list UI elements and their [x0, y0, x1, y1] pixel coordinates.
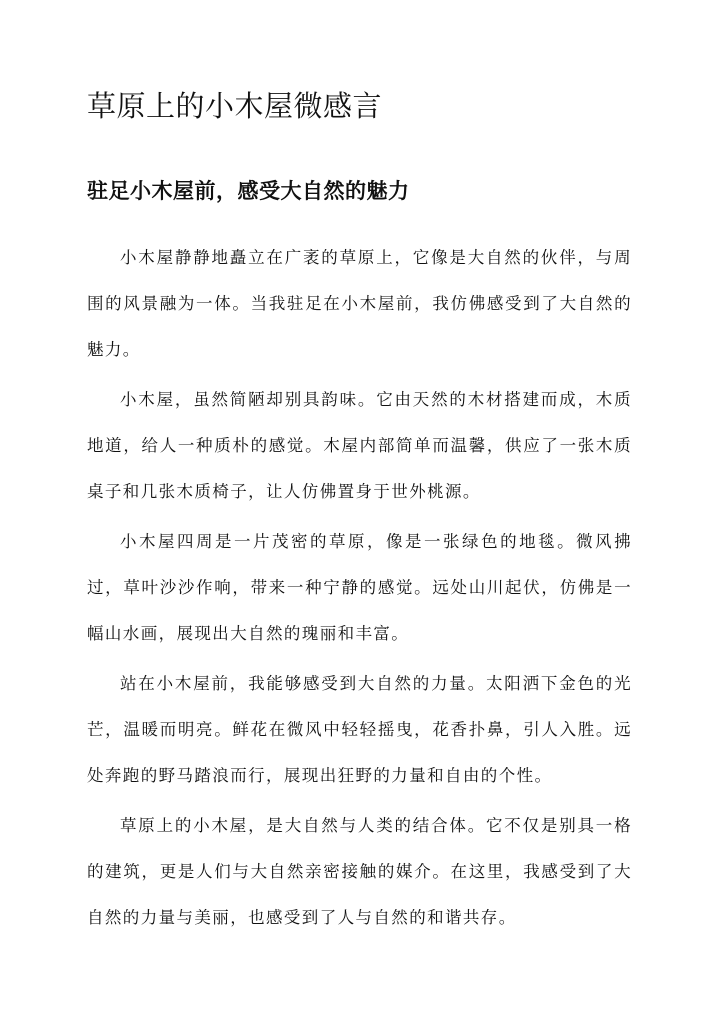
- paragraph-4: 站在小木屋前，我能够感受到大自然的力量。太阳洒下金色的光芒，温暖而明亮。鲜花在微风中轻轻摇曳，花香扑鼻，引人入胜。远处奔跑的野马踏浪而行，展现出狂野的力量和自由的个性。: [87, 674, 632, 785]
- paragraph-2: 小木屋，虽然简陋却别具韵味。它由天然的木材搭建而成，木质地道，给人一种质朴的感觉。木屋内部简单而温馨，供应了一张木质桌子和几张木质椅子，让人仿佛置身于世外桃源。: [87, 390, 632, 501]
- page-title: 草原上的小木屋微感言: [87, 89, 383, 123]
- section-heading: 驻足小木屋前，感受大自然的魅力: [87, 178, 410, 203]
- paragraph-5: 草原上的小木屋，是大自然与人类的结合体。它不仅是别具一格的建筑，更是人们与大自然亲密接触的媒介。在这里，我感受到了大自然的力量与美丽，也感受到了人与自然的和谐共存。: [87, 816, 632, 927]
- paragraph-3: 小木屋四周是一片茂密的草原，像是一张绿色的地毯。微风拂过，草叶沙沙作响，带来一种宁静的感觉。远处山川起伏，仿佛是一幅山水画，展现出大自然的瑰丽和丰富。: [87, 532, 632, 643]
- paragraph-1: 小木屋静静地矗立在广袤的草原上，它像是大自然的伙伴，与周围的风景融为一体。当我驻足在小木屋前，我仿佛感受到了大自然的魅力。: [87, 248, 632, 359]
